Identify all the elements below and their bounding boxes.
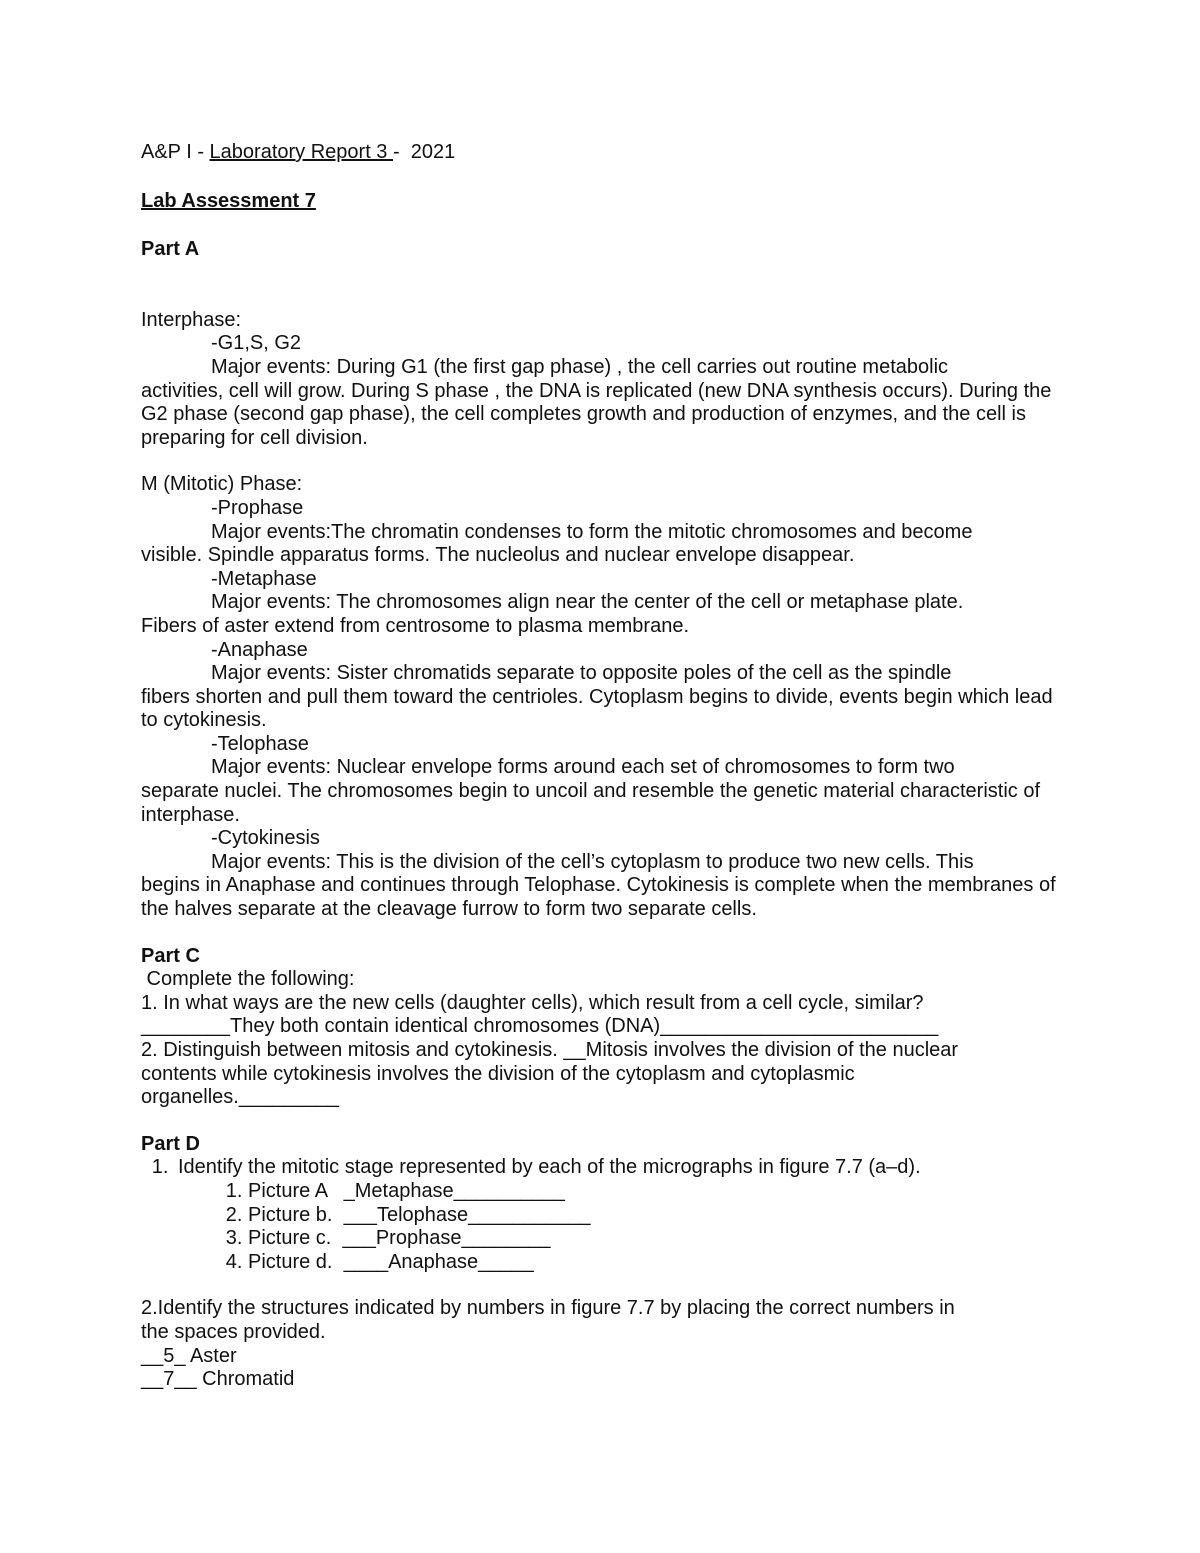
telophase-events-first: Major events: Nuclear envelope forms around each set of chromosomes to form two	[211, 756, 955, 779]
prophase-events-first: Major events:The chromatin condenses to form the mitotic chromosomes and become	[211, 520, 973, 543]
part-d-question-2-line-2: the spaces provided.	[141, 1320, 326, 1343]
header-report-title: Laboratory Report 3	[209, 141, 393, 163]
structure-item: __5_ Aster	[141, 1344, 237, 1367]
interphase-sub: -G1,S, G2	[211, 332, 302, 355]
interphase-label: Interphase:	[141, 308, 242, 331]
part-d-question-1	[174, 1156, 1061, 1274]
cytokinesis-name: -Cytokinesis	[211, 827, 320, 850]
interphase-events-first: Major events: During G1 (the first gap phase) , the cell carries out routine metabolic	[211, 355, 949, 378]
cytokinesis-events-first: Major events: This is the division of the cell’s cytoplasm to produce two new cells. This	[211, 850, 974, 873]
part-d-question-1-text: Identify the mitotic stage represented by each of the micrographs in figure 7.7 (a–d).	[178, 1156, 921, 1179]
header-prefix: A&P I -	[141, 141, 210, 163]
cytokinesis-events-rest: begins in Anaphase and continues through Telophase. Cytokinesis is complete when the membranes of the halves separate at the cleavage furrow to form two separate cells.	[141, 874, 1056, 921]
part-d-question-list	[141, 1156, 1061, 1274]
part-c-question-2-line-2: contents while cytokinesis involves the division of the cytoplasm and cytoplasmic	[141, 1062, 855, 1085]
picture-list	[178, 1180, 1061, 1274]
anaphase-name: -Anaphase	[211, 638, 308, 661]
anaphase-events-rest: fibers shorten and pull them toward the centrioles. Cytoplasm begins to divide, events begin which lead to cytokinesis.	[141, 685, 1053, 732]
part-c-question-1: 1. In what ways are the new cells (daughter cells), which result from a cell cycle, similar?	[141, 991, 924, 1014]
part-c-question-2-line-1: 2. Distinguish between mitosis and cytokinesis. __Mitosis involves the division of the nuclear	[141, 1039, 959, 1061]
header-suffix: - 2021	[392, 141, 456, 163]
part-c-answer-1: ________They both contain identical chromosomes (DNA)_________________________	[141, 1015, 939, 1038]
part-d-question-2-line-1: 2.Identify the structures indicated by numbers in figure 7.7 by placing the correct numbers in	[141, 1297, 955, 1320]
interphase-events-rest: activities, cell will grow. During S phase , the DNA is replicated (new DNA synthesis occurs). During the G2 phase (second gap phase), the cell completes growth and production of enzymes, and the cell is preparing for cell division.	[141, 379, 1052, 449]
part-c-question-2-line-3: organelles._________	[141, 1086, 339, 1109]
picture-item: 4. Picture d. ____Anaphase_____	[248, 1251, 1061, 1275]
report-header	[141, 141, 1061, 165]
part-a-heading: Part A	[141, 238, 200, 261]
picture-item: 2. Picture b. ___Telophase___________	[248, 1204, 1061, 1228]
part-c-intro: Complete the following:	[141, 968, 355, 991]
metaphase-events-rest: Fibers of aster extend from centrosome to plasma membrane.	[141, 614, 690, 637]
structure-item: __7__ Chromatid	[141, 1368, 295, 1391]
anaphase-events-first: Major events: Sister chromatids separate to opposite poles of the cell as the spindle	[211, 662, 952, 685]
picture-item: 3. Picture c. ___Prophase________	[248, 1227, 1061, 1251]
metaphase-events-first: Major events: The chromosomes align near the center of the cell or metaphase plate.	[211, 591, 964, 614]
telophase-name: -Telophase	[211, 732, 309, 755]
prophase-events-rest: visible. Spindle apparatus forms. The nucleolus and nuclear envelope disappear.	[141, 544, 855, 567]
picture-item: 1. Picture A _Metaphase__________	[248, 1180, 1061, 1204]
mitotic-label: M (Mitotic) Phase:	[141, 473, 303, 496]
part-d-heading: Part D	[141, 1132, 200, 1155]
part-c-heading: Part C	[141, 944, 200, 967]
metaphase-name: -Metaphase	[211, 567, 317, 590]
document-content	[141, 141, 1061, 1392]
telophase-events-rest: separate nuclei. The chromosomes begin to uncoil and resemble the genetic material characteristic of interphase.	[141, 780, 1040, 826]
lab-title: Lab Assessment 7	[141, 189, 316, 212]
prophase-name: -Prophase	[211, 496, 304, 519]
